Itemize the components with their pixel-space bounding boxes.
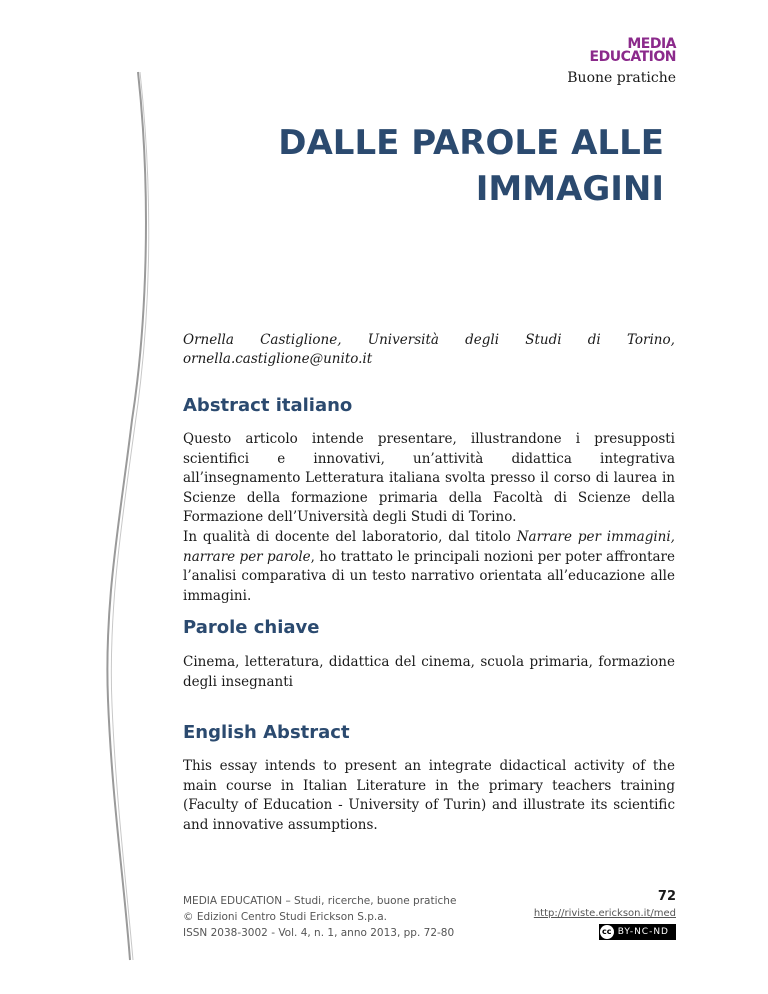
- footer-publisher: © Edizioni Centro Studi Erickson S.p.a.: [183, 911, 387, 923]
- author-email: ornella.castiglione@unito.it: [183, 351, 373, 367]
- author-word: Torino,: [626, 332, 675, 348]
- logo-line-media: MEDIA: [627, 36, 676, 52]
- author-word: Università: [367, 332, 439, 348]
- cc-icon: cc: [600, 925, 614, 939]
- page-number: 72: [657, 889, 676, 904]
- abstract-it-paragraph-1: Questo articolo intende presentare, illustrandone i presupposti scientifici e innovativi, un’attività didattica integrativa all’insegnamento Letteratura italiana svolta presso il corso di laurea in Scienze della formazione primaria della Facoltà di Scienze della Formazione dell’Università degli Studi di Torino.: [183, 431, 675, 526]
- author-word: Studi: [525, 332, 562, 348]
- footer-right: [534, 889, 676, 940]
- decorative-margin-line: [0, 0, 200, 994]
- title-line-2: IMMAGINI: [475, 169, 664, 209]
- heading-parole-chiave: Parole chiave: [183, 617, 320, 638]
- abstract-it-paragraph-2: In qualità di docente del laboratorio, dal titolo Narrare per immagini, narrare per parole, ho trattato le principali nozioni per poter affrontare l’analisi comparativa di un testo narrativo orientata all’educazione alle immagini.: [183, 528, 676, 604]
- journal-logo: [590, 38, 676, 64]
- english-abstract-body: This essay intends to present an integrate didactical activity of the main course in Italian Literature in the primary teachers training (Faculty of Education - University of Turin) and illustrate its scientific and innovative assumptions.: [183, 758, 675, 833]
- license-text: BY-NC-ND: [617, 927, 669, 937]
- heading-english-abstract: English Abstract: [183, 722, 350, 743]
- footer-issn: ISSN 2038-3002 - Vol. 4, n. 1, anno 2013, pp. 72-80: [183, 927, 455, 939]
- title-line-1: DALLE PAROLE ALLE: [278, 123, 664, 163]
- article-title: [278, 120, 664, 212]
- section-label: Buone pratiche: [567, 70, 676, 86]
- heading-abstract-italiano: Abstract italiano: [183, 395, 353, 416]
- abstract-italiano-body: [183, 430, 675, 606]
- logo-line-education: EDUCATION: [589, 49, 676, 65]
- footer-journal: MEDIA EDUCATION – Studi, ricerche, buone pratiche: [183, 895, 457, 907]
- journal-url-link[interactable]: http://riviste.erickson.it/med: [533, 908, 676, 919]
- author-affiliation: [183, 331, 675, 369]
- author-word: di: [587, 332, 601, 348]
- cc-license-badge[interactable]: [599, 924, 676, 940]
- footer-citation: [183, 893, 456, 941]
- lab-title: Narrare per immagini, narrare per parole: [183, 528, 675, 565]
- author-word: Ornella: [183, 332, 234, 348]
- author-word: degli: [465, 332, 500, 348]
- author-line: [183, 331, 675, 350]
- author-word: Castiglione,: [260, 332, 342, 348]
- keywords-body: Cinema, letteratura, didattica del cinema, scuola primaria, formazione degli insegnanti: [183, 654, 675, 690]
